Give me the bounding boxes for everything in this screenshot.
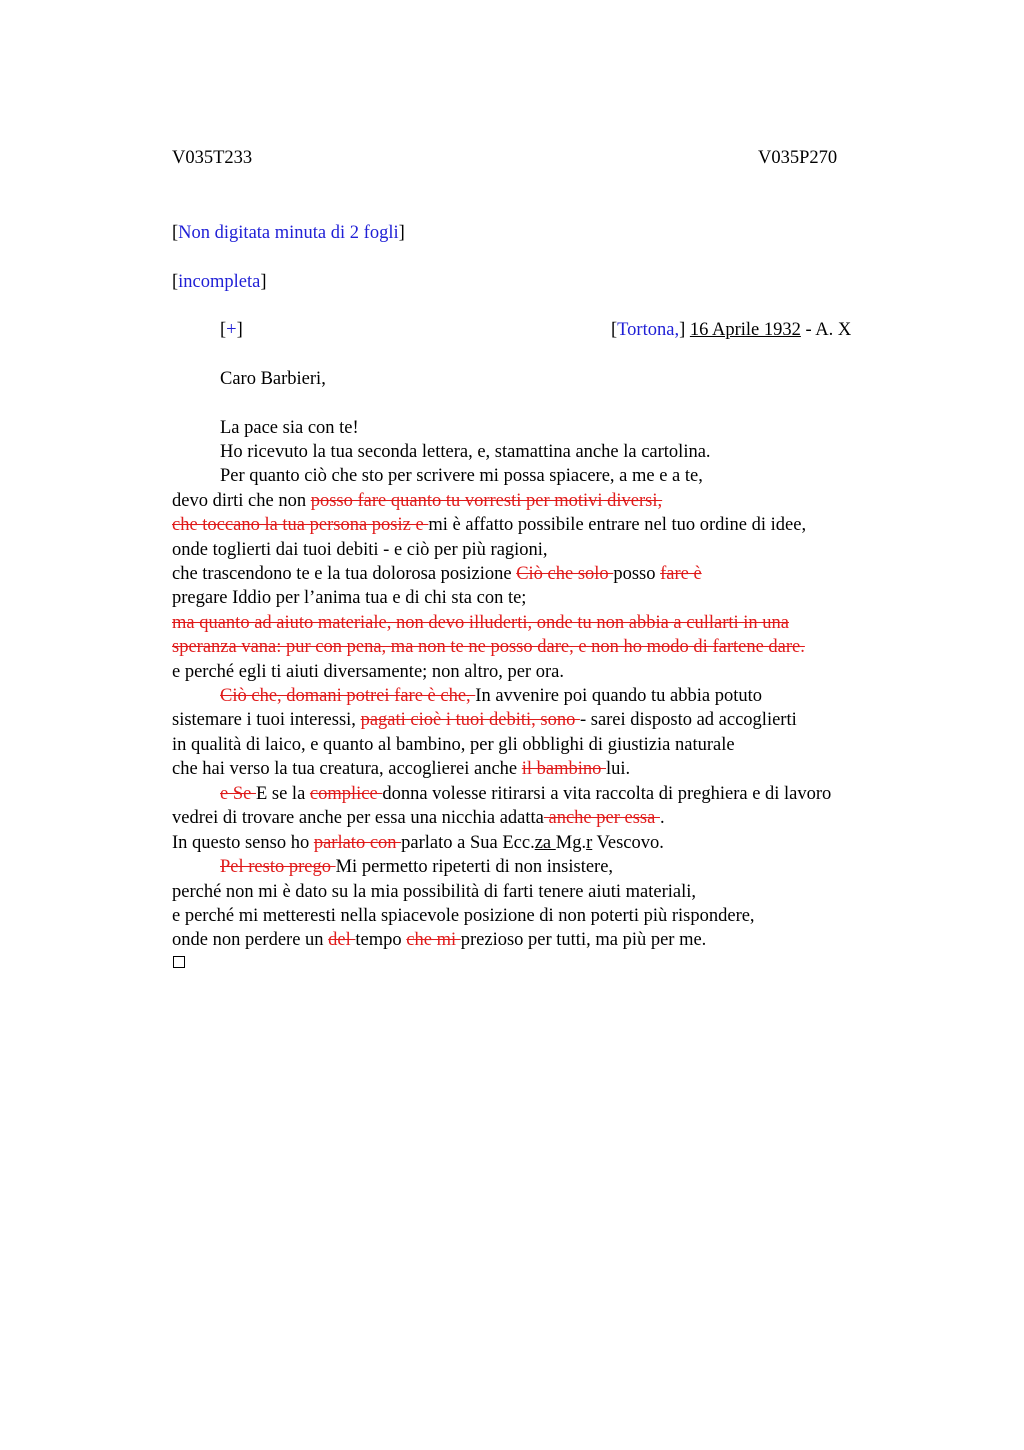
- line-text: Mg.: [555, 833, 587, 853]
- dateline: [Tortona,] 16 Aprile 1932 - A. X: [611, 320, 852, 340]
- deleted-text: Pel resto prego: [220, 857, 336, 877]
- line-text: perché non mi è dato su la mia possibilità di farti tenere aiuti materiali,: [172, 882, 696, 902]
- superscript-abbrev: r: [586, 833, 593, 853]
- deleted-text: pagati cioè i tuoi debiti, sono: [360, 710, 580, 730]
- dateline-era: - A. X: [800, 320, 852, 340]
- letter-line: [172, 757, 630, 781]
- letter-line: [172, 660, 564, 684]
- line-text: tempo: [355, 930, 407, 950]
- line-text: che trascendono te e la tua dolorosa posizione: [172, 564, 517, 584]
- document-code-right: V035P270: [758, 148, 838, 168]
- deleted-text: che toccano la tua persona posiz e: [172, 515, 429, 535]
- letter-line: [172, 904, 755, 928]
- letter-line: [220, 782, 831, 806]
- plus-text: +: [226, 320, 237, 340]
- line-text: In questo senso ho: [172, 833, 314, 853]
- line-text: sistemare i tuoi interessi,: [172, 710, 361, 730]
- note-text: incompleta: [178, 272, 261, 292]
- letter-line: [220, 464, 703, 488]
- line-text: La pace sia con te!: [220, 418, 359, 438]
- letter-line: [172, 733, 735, 757]
- deleted-text: il bambino: [521, 759, 607, 779]
- note-text: Non digitata minuta di 2 fogli: [178, 223, 399, 243]
- end-of-text-square: [173, 956, 185, 968]
- deleted-text: che mi: [406, 930, 461, 950]
- letter-line: [220, 684, 762, 708]
- line-text: e perché mi metteresti nella spiacevole posizione di non poterti più rispondere,: [172, 906, 755, 926]
- letter-line: [220, 855, 613, 879]
- line-text: onde non perdere un: [172, 930, 329, 950]
- deleted-text: Ciò che solo: [516, 564, 614, 584]
- line-text: prezioso per tutti, ma più per me.: [460, 930, 707, 950]
- letter-line: [172, 831, 664, 855]
- line-text: parlato a Sua Ecc.: [401, 833, 535, 853]
- line-text: - sarei disposto ad accoglierti: [579, 710, 797, 730]
- letter-line: [172, 513, 806, 537]
- line-text: In avvenire poi quando tu abbia potuto: [475, 686, 762, 706]
- line-text: posso: [613, 564, 661, 584]
- dateline-date: 16 Aprile 1932: [689, 320, 801, 340]
- letter-line: [172, 708, 797, 732]
- line-text: che hai verso la tua creatura, accoglierei anche: [172, 759, 522, 779]
- salutation: Caro Barbieri,: [220, 369, 326, 389]
- line-text: vedrei di trovare anche per essa una nicchia adatta: [172, 808, 544, 828]
- deleted-text: complice: [309, 784, 383, 804]
- letter-line: [172, 611, 789, 635]
- letter-line: [220, 416, 359, 440]
- letter-line: [172, 538, 548, 562]
- letter-line: [172, 928, 706, 952]
- letter-line: [172, 489, 662, 513]
- deleted-text: ma quanto ad aiuto materiale, non devo illuderti, onde tu non abbia a cullarti in una: [172, 613, 789, 633]
- deleted-text: posso fare quanto tu vorresti per motivi diversi,: [310, 491, 663, 511]
- deleted-text: parlato con: [313, 833, 402, 853]
- letter-line: [172, 562, 702, 586]
- line-text: lui.: [606, 759, 631, 779]
- deleted-text: anche per essa: [543, 808, 660, 828]
- line-text: .: [659, 808, 665, 828]
- editorial-note-pages: [Non digitata minuta di 2 fogli]: [172, 223, 405, 243]
- document-code-left: V035T233: [172, 148, 253, 168]
- line-text: mi è affatto possibile entrare nel tuo ordine di idee,: [428, 515, 807, 535]
- editorial-note-incomplete: [incompleta]: [172, 272, 267, 292]
- letter-line: [172, 635, 805, 659]
- line-text: in qualità di laico, e quanto al bambino, per gli obblighi di giustizia naturale: [172, 735, 735, 755]
- letter-line: [172, 880, 696, 904]
- line-text: pregare Iddio per l’anima tua e di chi sta con te;: [172, 588, 527, 608]
- deleted-text: speranza vana: pur con pena, ma non te ne posso dare, e non ho modo di fartene dare.: [172, 637, 805, 657]
- line-text: Ho ricevuto la tua seconda lettera, e, stamattina anche la cartolina.: [220, 442, 711, 462]
- editorial-plus-marker: [+]: [220, 320, 243, 340]
- line-text: Vescovo.: [592, 833, 664, 853]
- deleted-text: Ciò che, domani potrei fare è che,: [220, 686, 476, 706]
- line-text: E se la: [255, 784, 310, 804]
- line-text: onde toglierti dai tuoi debiti - e ciò per più ragioni,: [172, 540, 548, 560]
- letter-line: [220, 440, 711, 464]
- line-text: e perché egli ti aiuti diversamente; non altro, per ora.: [172, 662, 564, 682]
- line-text: devo dirti che non: [172, 491, 311, 511]
- deleted-text: fare è: [660, 564, 702, 584]
- line-text: Mi permetto ripeterti di non insistere,: [335, 857, 614, 877]
- line-text: donna volesse ritirarsi a vita raccolta di preghiera e di lavoro: [382, 784, 832, 804]
- deleted-text: e Se: [220, 784, 256, 804]
- deleted-text: del: [328, 930, 356, 950]
- letter-line: [172, 586, 526, 610]
- letter-line: [172, 806, 665, 830]
- dateline-place: Tortona,: [617, 320, 680, 340]
- line-text: Per quanto ciò che sto per scrivere mi possa spiacere, a me e a te,: [220, 466, 703, 486]
- superscript-abbrev: za: [534, 833, 556, 853]
